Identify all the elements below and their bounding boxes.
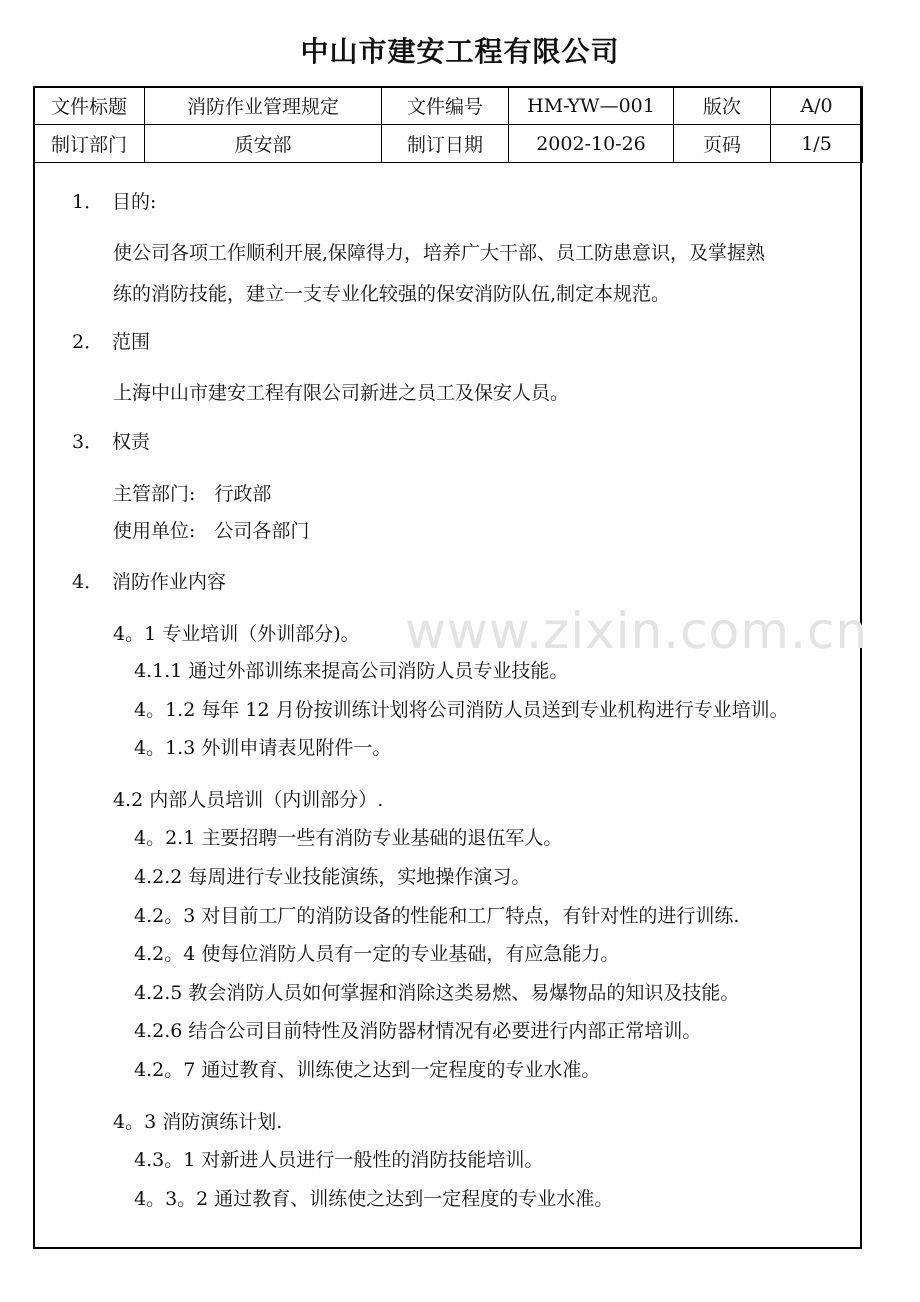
section-2-heading bbox=[72, 330, 150, 354]
section-1-paragraph-line-2: 练的消防技能，建立一支专业化较强的保安消防队伍,制定本规范。 bbox=[113, 283, 671, 305]
page-value: 1/5 bbox=[771, 125, 863, 163]
list-item: 4.3。1 对新进人员进行一般性的消防技能培训。 bbox=[134, 1149, 544, 1171]
list-item: 4。1.3 外训申请表见附件一。 bbox=[134, 737, 392, 759]
responsible-dept: 主管部门: 行政部 bbox=[113, 483, 272, 505]
list-item: 4.2。4 使每位消防人员有一定的专业基础，有应急能力。 bbox=[134, 943, 620, 965]
section-2-paragraph: 上海中山市建安工程有限公司新进之员工及保安人员。 bbox=[113, 382, 570, 404]
doc-number-value: HM-YW—001 bbox=[509, 87, 674, 125]
list-item: 4.2.2 每周进行专业技能演练，实地操作演习。 bbox=[134, 866, 531, 888]
section-4-title: 消防作业内容 bbox=[112, 571, 227, 593]
section-3-title: 权责 bbox=[112, 431, 151, 453]
page-label: 页码 bbox=[674, 125, 771, 163]
using-unit: 使用单位: 公司各部门 bbox=[113, 520, 310, 542]
dept-value: 质安部 bbox=[145, 125, 382, 163]
section-4-number: 4． bbox=[72, 571, 104, 593]
list-item: 4.2.5 教会消防人员如何掌握和消除这类易燃、易爆物品的知识及技能。 bbox=[134, 982, 740, 1004]
list-item: 4.2。7 通过教育、训练使之达到一定程度的专业水准。 bbox=[134, 1059, 601, 1081]
dept-label: 制订部门 bbox=[34, 125, 145, 163]
title-label: 文件标题 bbox=[34, 87, 145, 125]
doc-number-label: 文件编号 bbox=[382, 87, 509, 125]
header-row-dept bbox=[34, 125, 863, 163]
section-4-heading bbox=[72, 570, 226, 594]
section-1-paragraph-line-1: 使公司各项工作顺利开展,保障得力，培养广大干部、员工防患意识，及掌握熟 bbox=[113, 242, 766, 264]
section-1-title: 目的: bbox=[112, 191, 157, 213]
subsection-4-3-heading: 4。3 消防演练计划. bbox=[113, 1111, 283, 1133]
header-row-title bbox=[34, 87, 863, 125]
section-2-title: 范围 bbox=[112, 331, 151, 353]
title-value: 消防作业管理规定 bbox=[145, 87, 382, 125]
section-2-number: 2． bbox=[72, 331, 104, 353]
list-item: 4.2。3 对目前工厂的消防设备的性能和工厂特点，有针对性的进行训练. bbox=[134, 905, 740, 927]
section-1-number: 1． bbox=[72, 191, 104, 213]
list-item: 4。1.2 每年 12 月份按训练计划将公司消防人员送到专业机构进行专业培训。 bbox=[134, 699, 789, 721]
section-3-heading bbox=[72, 430, 150, 454]
document-header-table bbox=[33, 86, 863, 163]
watermark: www.zixin.com.cn bbox=[405, 602, 869, 660]
section-1-heading bbox=[72, 190, 156, 214]
subsection-4-2-heading: 4.2 内部人员培训（内训部分）. bbox=[113, 789, 384, 811]
date-label: 制订日期 bbox=[382, 125, 509, 163]
version-value: A/0 bbox=[771, 87, 863, 125]
list-item: 4.1.1 通过外部训练来提高公司消防人员专业技能。 bbox=[134, 660, 569, 682]
section-3-number: 3． bbox=[72, 431, 104, 453]
date-value: 2002-10-26 bbox=[509, 125, 674, 163]
company-title: 中山市建安工程有限公司 bbox=[300, 35, 620, 68]
list-item: 4。2.1 主要招聘一些有消防专业基础的退伍军人。 bbox=[134, 827, 563, 849]
list-item: 4。3。2 通过教育、训练使之达到一定程度的专业水准。 bbox=[134, 1188, 614, 1210]
subsection-4-1-heading: 4。1 专业培训（外训部分)。 bbox=[113, 623, 360, 645]
version-label: 版次 bbox=[674, 87, 771, 125]
list-item: 4.2.6 结合公司目前特性及消防器材情况有必要进行内部正常培训。 bbox=[134, 1020, 702, 1042]
